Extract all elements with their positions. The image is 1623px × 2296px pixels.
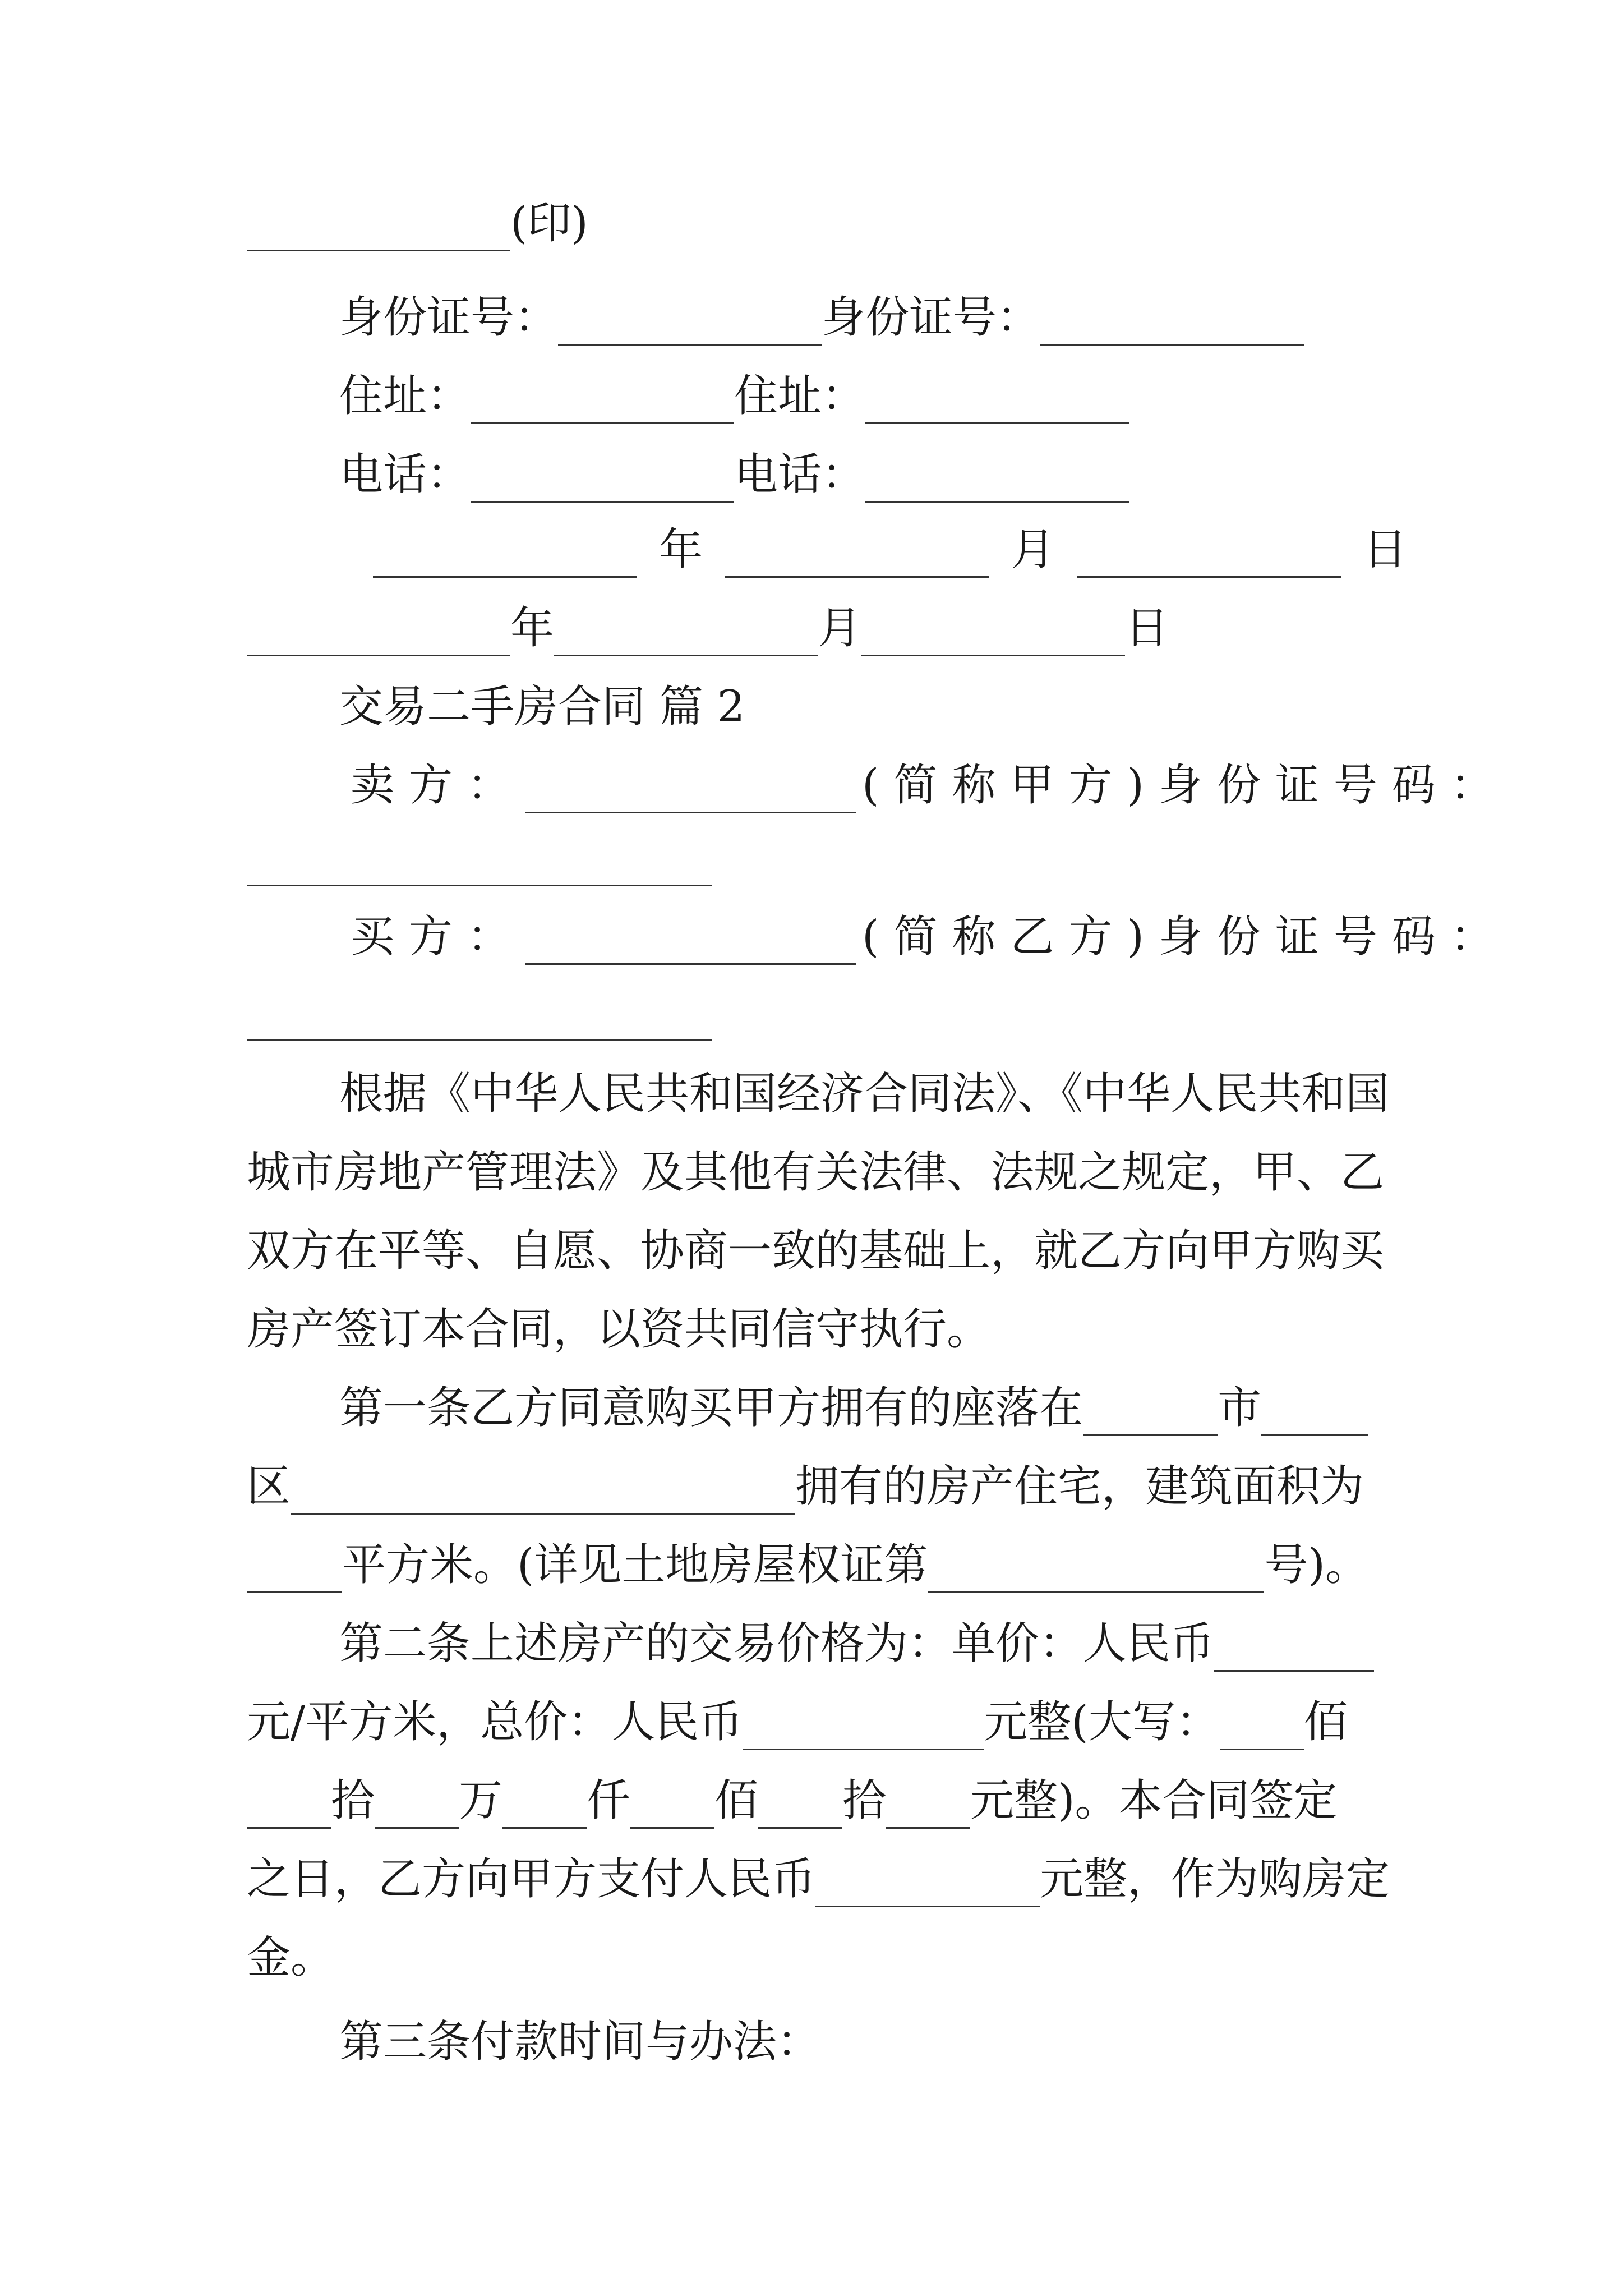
district-label: 区 bbox=[247, 1461, 291, 1512]
total-price-blank bbox=[743, 1707, 984, 1750]
article-1-text: 平方米。(详见土地房屋权证第 bbox=[342, 1540, 928, 1590]
article-1-line-3 bbox=[247, 1537, 1369, 1593]
address-label-seller: 住址： bbox=[339, 371, 471, 421]
address-detail-blank bbox=[291, 1471, 795, 1515]
unit-qian: 仟 bbox=[587, 1775, 631, 1826]
article-2-line-2 bbox=[247, 1694, 1348, 1750]
amount-blank bbox=[247, 1786, 331, 1829]
preamble-text: 根据《中华人民共和国经济合同法》、《中华人民共和国 bbox=[339, 1069, 1390, 1119]
section-title-text: 交易二手房合同 篇 2 bbox=[339, 682, 745, 732]
article-2-text: 元整(大写： bbox=[984, 1697, 1220, 1747]
phone-label-seller: 电话： bbox=[339, 449, 471, 500]
article-3-line-1 bbox=[339, 2014, 820, 2070]
unit-wan: 万 bbox=[459, 1775, 503, 1826]
preamble-line-3 bbox=[247, 1223, 1384, 1279]
preamble-line-4 bbox=[247, 1301, 990, 1358]
article-1-line-1 bbox=[339, 1380, 1368, 1436]
seller-label: 卖方： bbox=[351, 760, 526, 811]
article-2-line-5 bbox=[247, 1930, 334, 1986]
article-3-text: 第三条付款时间与办法： bbox=[339, 2017, 821, 2067]
unit-shi: 拾 bbox=[842, 1775, 887, 1826]
address-label-buyer: 住址： bbox=[734, 371, 866, 421]
date-line-buyer bbox=[247, 600, 1169, 656]
amount-blank bbox=[886, 1786, 970, 1829]
id-blank-seller bbox=[558, 302, 822, 346]
seller-name-blank bbox=[525, 770, 856, 813]
seller-id-line bbox=[247, 830, 712, 886]
preamble-line-1 bbox=[339, 1066, 1389, 1122]
preamble-text: 双方在平等、自愿、协商一致的基础上，就乙方向甲方购买 bbox=[247, 1226, 1385, 1276]
article-1-text: 拥有的房产住宅，建筑面积为 bbox=[795, 1461, 1364, 1512]
amount-blank bbox=[502, 1786, 587, 1829]
id-label-seller: 身份证号： bbox=[339, 292, 559, 343]
id-label-buyer: 身份证号： bbox=[822, 292, 1041, 343]
address-blank-seller bbox=[471, 381, 734, 424]
unit-bai: 佰 bbox=[1303, 1697, 1348, 1747]
city-label: 市 bbox=[1218, 1383, 1262, 1433]
amount-blank bbox=[758, 1786, 842, 1829]
preamble-text: 城市房地产管理法》及其他有关法律、法规之规定，甲、乙 bbox=[247, 1147, 1385, 1198]
month-blank bbox=[554, 613, 818, 656]
phone-line bbox=[339, 447, 1129, 503]
buyer-name-blank bbox=[525, 922, 856, 965]
address-line bbox=[339, 368, 1129, 424]
certificate-number-blank bbox=[928, 1550, 1264, 1593]
day-label: 日 bbox=[1125, 603, 1169, 654]
seller-id-blank bbox=[247, 843, 712, 886]
article-2-text: 第二条上述房产的交易价格为：单价：人民币 bbox=[339, 1618, 1215, 1669]
seal-mark: (印) bbox=[510, 198, 588, 249]
year-blank bbox=[373, 535, 637, 578]
unit-price-blank bbox=[1214, 1628, 1374, 1672]
seller-short-and-id-label: (简称甲方)身份证号码： bbox=[862, 760, 1509, 811]
seller-line bbox=[351, 757, 1509, 813]
buyer-line bbox=[351, 909, 1509, 965]
year-label: 年 bbox=[659, 524, 703, 575]
article-2-text: 之日，乙方向甲方支付人民币 bbox=[247, 1854, 816, 1904]
section-title bbox=[339, 679, 745, 735]
address-blank-buyer bbox=[865, 381, 1129, 424]
seal-blank bbox=[247, 208, 510, 251]
article-2-text: 元整)。本合同签定 bbox=[970, 1775, 1338, 1826]
phone-blank-buyer bbox=[865, 459, 1129, 503]
article-1-text: 号)。 bbox=[1264, 1540, 1369, 1590]
phone-label-buyer: 电话： bbox=[734, 449, 866, 500]
article-2-line-4 bbox=[247, 1851, 1390, 1907]
day-blank bbox=[861, 613, 1125, 656]
article-2-text: 元/平方米，总价：人民币 bbox=[247, 1697, 743, 1747]
article-1-line-2 bbox=[247, 1458, 1364, 1515]
area-blank bbox=[247, 1550, 342, 1593]
month-label: 月 bbox=[1011, 524, 1055, 575]
article-1-text: 第一条乙方同意购买甲方拥有的座落在 bbox=[339, 1383, 1083, 1433]
buyer-id-line bbox=[247, 984, 712, 1041]
unit-bai: 佰 bbox=[714, 1775, 759, 1826]
id-blank-buyer bbox=[1040, 302, 1304, 346]
article-2-text: 金。 bbox=[247, 1932, 335, 1983]
unit-shi: 拾 bbox=[331, 1775, 375, 1826]
month-blank bbox=[725, 535, 989, 578]
district-blank bbox=[1261, 1393, 1368, 1436]
article-2-text: 元整，作为购房定 bbox=[1040, 1854, 1390, 1904]
buyer-label: 买方： bbox=[351, 912, 526, 962]
city-blank bbox=[1083, 1393, 1218, 1436]
year-label: 年 bbox=[510, 603, 555, 654]
buyer-short-and-id-label: (简称乙方)身份证号码： bbox=[862, 912, 1509, 962]
buyer-id-blank bbox=[247, 997, 712, 1041]
year-blank bbox=[247, 613, 510, 656]
month-label: 月 bbox=[818, 603, 862, 654]
deposit-blank bbox=[815, 1864, 1040, 1907]
phone-blank-seller bbox=[471, 459, 734, 503]
amount-blank bbox=[375, 1786, 459, 1829]
article-2-line-1 bbox=[339, 1616, 1374, 1672]
id-number-line bbox=[339, 289, 1304, 346]
article-2-line-3 bbox=[247, 1773, 1338, 1829]
hundred-million-blank bbox=[1220, 1707, 1304, 1750]
seal-line bbox=[247, 195, 588, 251]
preamble-text: 房产签订本合同，以资共同信守执行。 bbox=[247, 1304, 991, 1355]
preamble-line-2 bbox=[247, 1144, 1384, 1200]
day-blank bbox=[1077, 535, 1341, 578]
date-line-seller bbox=[373, 522, 1407, 578]
amount-blank bbox=[630, 1786, 714, 1829]
day-label: 日 bbox=[1363, 524, 1408, 575]
